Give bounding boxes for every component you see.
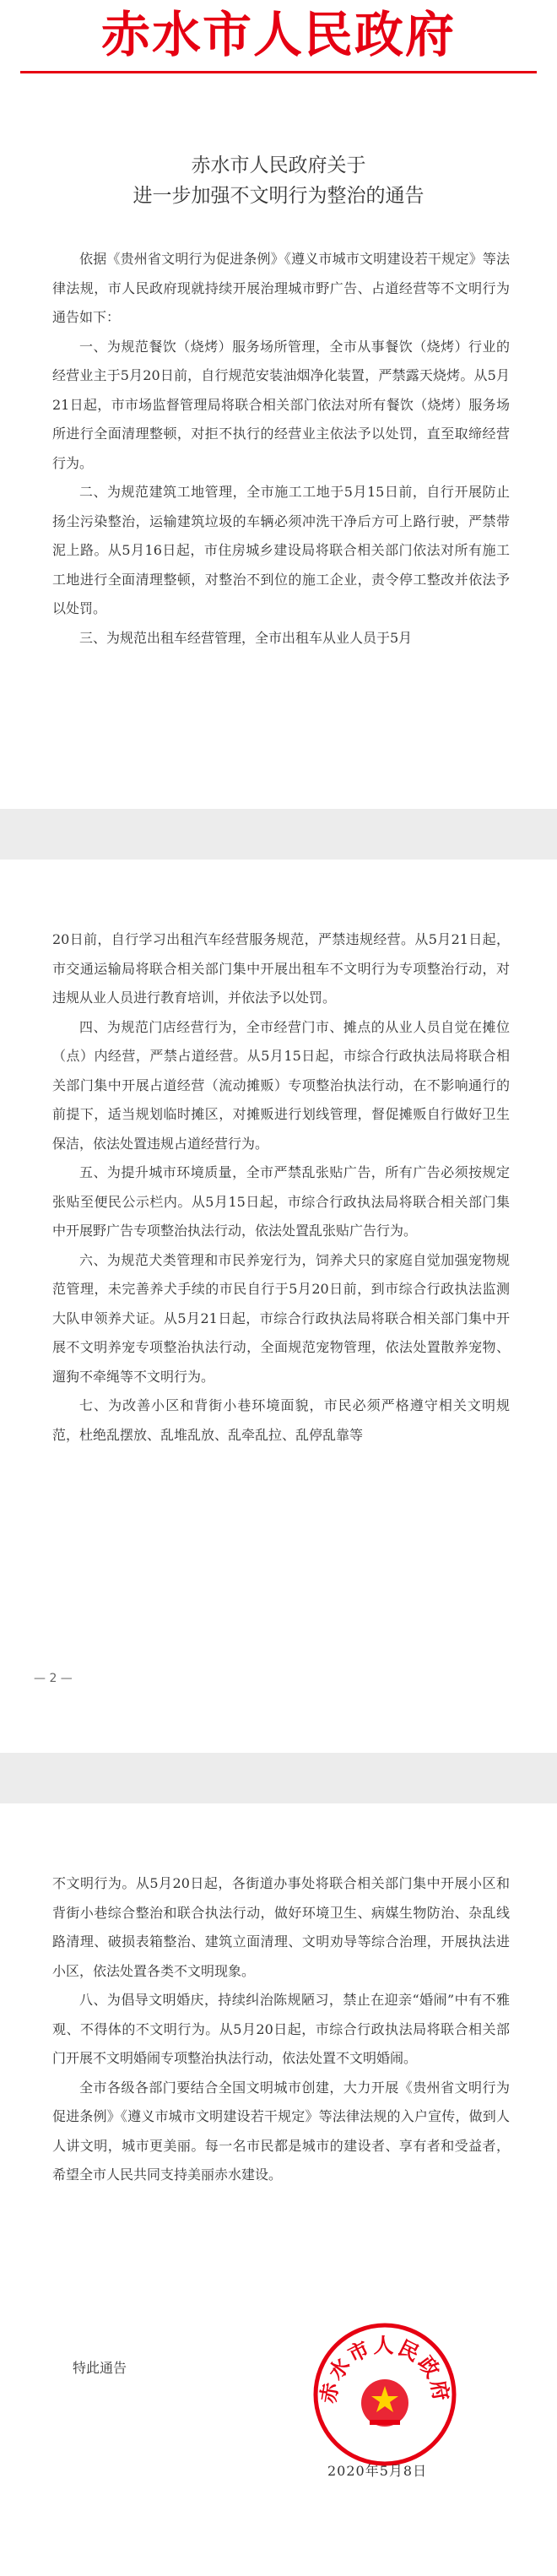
title-line-2: 进一步加强不文明行为整治的通告 (132, 185, 425, 207)
paragraph-item-7-cont: 不文明行为。从5月20日起，各街道办事处将联合相关部门集中开展小区和背街小巷综合整治和联合执法行动，做好环境卫生、病媒生物防治、杂乱线路清理、破损表箱整治、建筑立面清理、文明劝导等综合治理，开展执法进小区，依法处置各类不文明现象。 (52, 1875, 510, 1979)
paragraph-item-3-start: 三、为规范出租车经营管理，全市出租车从业人员于5月 (79, 629, 413, 646)
issue-date: 2020年5月8日 (327, 2463, 428, 2479)
official-seal-icon (311, 2320, 459, 2469)
page-3-body (52, 1869, 510, 2190)
page-1 (0, 0, 557, 809)
page-number: — 2 — (34, 1672, 73, 1685)
paragraph-closing-appeal: 全市各级各部门要结合全国文明城市创建，大力开展《贵州省文明行为促进条例》《遵义市城市文明建设若干规定》等法律法规的入户宣传，做到人人讲文明，城市更美丽。每一名市民都是城市的建设者、享有者和受益者，希望全市人民共同支持美丽赤水建设。 (52, 2079, 510, 2183)
paragraph-item-1: 一、为规范餐饮（烧烤）服务场所管理，全市从事餐饮（烧烤）行业的经营业主于5月20日前，自行规范安装油烟净化装置，严禁露天烧烤。从5月21日起，市市场监督管理局将联合相关部门依法对所有餐饮（烧烤）服务场所进行全面清理整顿，对拒不执行的经营业主依法予以处罚，直至取缔经营行为。 (52, 338, 510, 471)
paragraph-intro: 依据《贵州省文明行为促进条例》《遵义市城市文明建设若干规定》等法律法规，市人民政府现就持续开展治理城市野广告、占道经营等不文明行为通告如下： (52, 251, 510, 325)
page-3 (0, 1803, 557, 2576)
paragraph-item-8: 八、为倡导文明婚庆，持续纠治陈规陋习，禁止在迎亲“婚闹”中有不雅观、不得体的不文明行为。从5月20日起，市综合行政执法局将联合相关部门开展不文明婚闹专项整治执法行动，依法处置不文明婚闹。 (52, 1992, 510, 2066)
paragraph-item-7-start: 七、为改善小区和背街小巷环境面貌，市民必须严格遵守相关文明规范，杜绝乱摆放、乱堆乱放、乱牵乱拉、乱停乱靠等 (52, 1397, 510, 1443)
paragraph-item-5: 五、为提升城市环境质量，全市严禁乱张贴广告，所有广告必须按规定张贴至便民公示栏内。从5月15日起，市综合行政执法局将联合相关部门集中开展野广告专项整治执法行动，依法处置乱张贴广告行为。 (52, 1164, 510, 1239)
page-1-body (52, 245, 510, 653)
title-line-1: 赤水市人民政府关于 (191, 155, 366, 176)
paragraph-item-6: 六、为规范犬类管理和市民养宠行为，饲养犬只的家庭自觉加强宠物规范管理，未完善养犬手续的市民自行于5月20日前，到市综合行政执法监测大队申领养犬证。从5月21日起，市综合行政执法局将联合相关部门集中开展不文明养宠专项整治执法行动，全面规范宠物管理，依法处置散养宠物、遛狗不牵绳等不文明行为。 (52, 1251, 510, 1385)
paragraph-item-3-cont: 20日前，自行学习出租汽车经营服务规范，严禁违规经营。从5月21日起，市交通运输局将联合相关部门集中开展出租车不文明行为专项整治行动，对违规从业人员进行教育培训，并依法予以处罚。 (52, 931, 510, 1006)
document-title (0, 150, 557, 211)
paragraph-item-4: 四、为规范门店经营行为，全市经营门市、摊点的从业人员自觉在摊位（点）内经营，严禁占道经营。从5月15日起，市综合行政执法局将联合相关部门集中开展占道经营（流动摊贩）专项整治执法行动，在不影响通行的前提下，适当规划临时摊区，对摊贩进行划线管理，督促摊贩自行做好卫生保洁，依法处置违规占道经营行为。 (52, 1018, 510, 1152)
page-2-body (52, 925, 510, 1450)
seal-text: 赤水市人民政府 (315, 2333, 455, 2405)
paragraph-item-2: 二、为规范建筑工地管理，全市施工工地于5月15日前，自行开展防止扬尘污染整治，运输建筑垃圾的车辆必须冲洗干净后方可上路行驶，严禁带泥上路。从5月16日起，市住房城乡建设局将联合相关部门依法对所有施工工地进行全面清理整顿，对整治不到位的施工企业，责令停工整改并依法予以处罚。 (52, 484, 510, 616)
org-title: 赤水市人民政府 (100, 6, 456, 63)
page-2 (0, 860, 557, 1753)
closing-text: 特此通告 (73, 2360, 127, 2376)
red-header-rule (20, 71, 537, 73)
